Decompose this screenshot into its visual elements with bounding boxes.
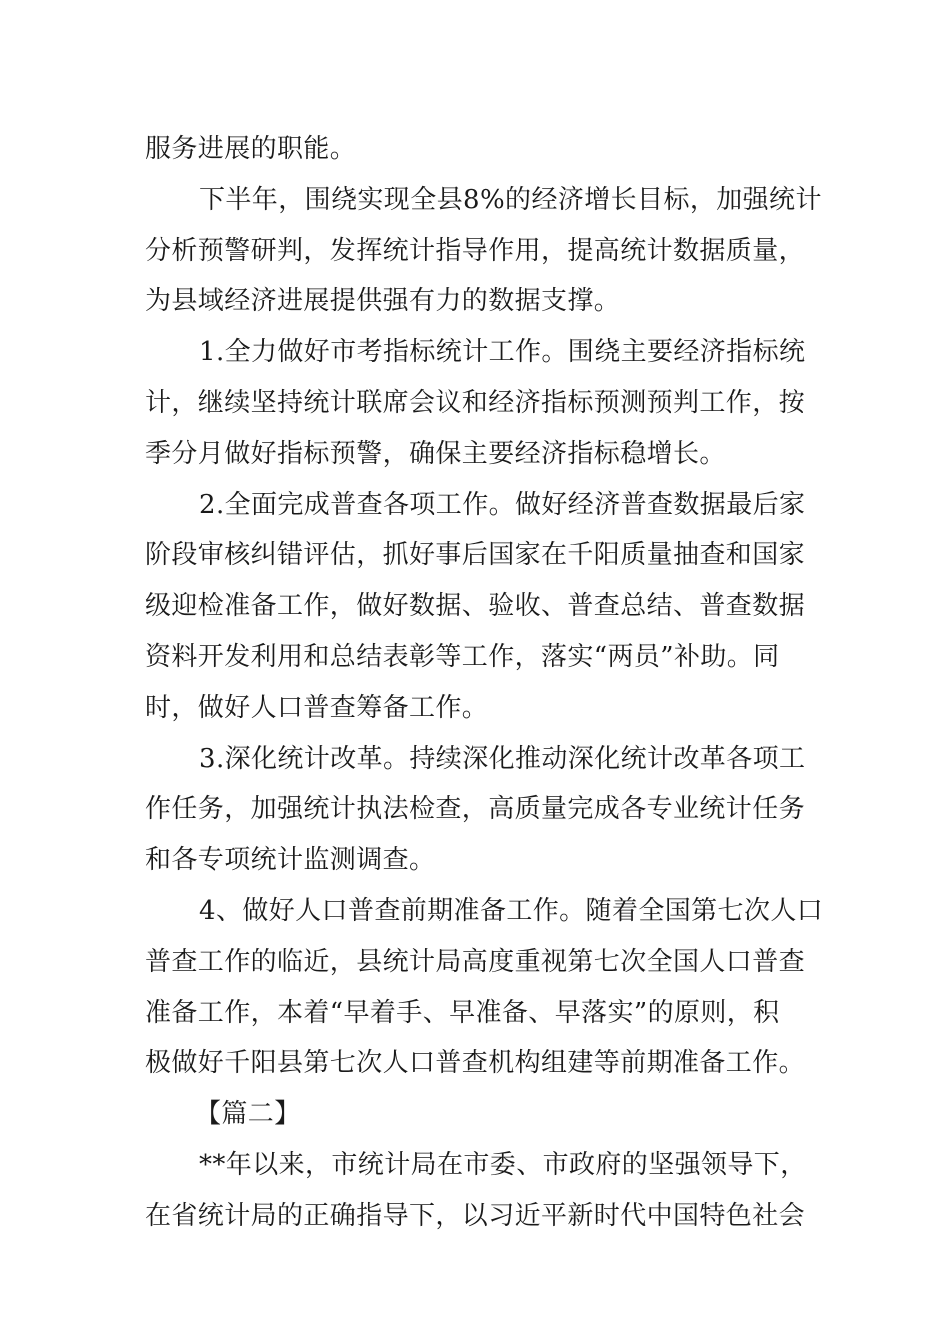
- paragraph-first-line: **年以来，市统计局在市委、市政府的坚强领导下，: [199, 1149, 807, 1180]
- text-line: 资料开发利用和总结表彰等工作，落实“两员”补助。同: [145, 641, 780, 672]
- document-body: [145, 124, 824, 1242]
- paragraph-first-line: 下半年，围绕实现全县8%的经济增长目标，加强统计: [199, 184, 822, 215]
- list-item-4-first-line: 4、做好人口普查前期准备工作。随着全国第七次人口: [199, 895, 824, 926]
- text-line: 为县域经济进展提供强有力的数据支撑。: [145, 286, 621, 317]
- text-line: 准备工作，本着“早着手、早准备、早落实”的原则，积: [145, 997, 780, 1028]
- text-line: 服务进展的职能。: [145, 134, 357, 164]
- text-line: 作任务，加强统计执法检查，高质量完成各专业统计任务: [145, 794, 806, 825]
- list-item-2-first-line: 2.全面完成普查各项工作。做好经济普查数据最后家: [199, 489, 806, 520]
- text-line: 时，做好人口普查筹备工作。: [145, 692, 489, 723]
- text-line: 级迎检准备工作，做好数据、验收、普查总结、普查数据: [145, 591, 806, 622]
- section-heading: 【篇二】: [195, 1099, 301, 1130]
- text-line: 在省统计局的正确指导下，以习近平新时代中国特色社会: [145, 1200, 806, 1231]
- list-item-1-first-line: 1.全力做好市考指标统计工作。围绕主要经济指标统: [199, 337, 806, 368]
- list-item-3-first-line: 3.深化统计改革。持续深化推动深化统计改革各项工: [199, 743, 806, 774]
- text-line: 分析预警研判，发挥统计指导作用，提高统计数据质量，: [145, 235, 806, 266]
- text-line: 计，继续坚持统计联席会议和经济指标预测预判工作，按: [145, 387, 806, 418]
- text-line: 季分月做好指标预警，确保主要经济指标稳增长。: [145, 438, 726, 469]
- text-line: 阶段审核纠错评估，抓好事后国家在千阳质量抽查和国家: [145, 540, 806, 571]
- text-line: 和各专项统计监测调查。: [145, 845, 436, 876]
- text-line: 极做好千阳县第七次人口普查机构组建等前期准备工作。: [145, 1048, 806, 1079]
- text-line: 普查工作的临近，县统计局高度重视第七次全国人口普查: [145, 946, 806, 977]
